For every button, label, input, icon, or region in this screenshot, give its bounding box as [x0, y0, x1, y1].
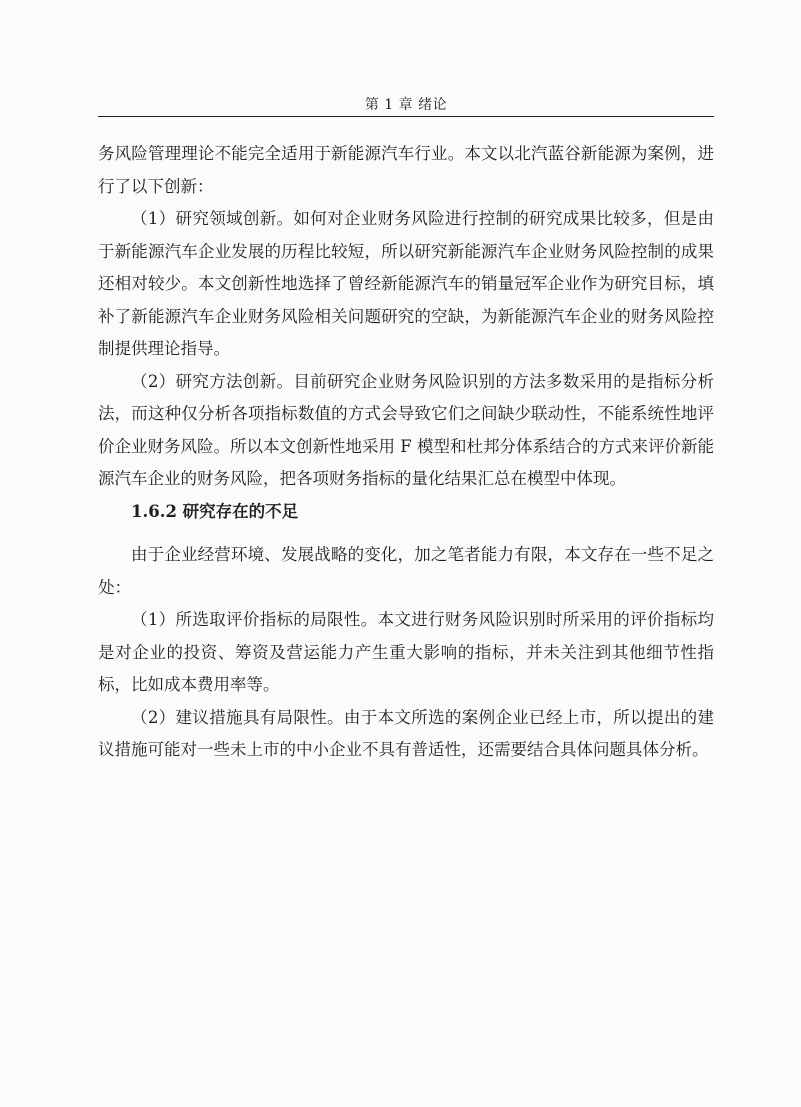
paragraph-indicator-limitation: （1）所选取评价指标的局限性。本文进行财务风险识别时所采用的评价指标均是对企业的投资、筹资及营运能力产生重大影响的指标，并未关注到其他细节性指标，比如成本费用率等。 — [98, 610, 714, 694]
paragraph-research-method-innovation: （2）研究方法创新。目前研究企业财务风险识别的方法多数采用的是指标分析法，而这种仅分析各项指标数值的方式会导致它们之间缺少联动性，不能系统性地评价企业财务风险。所以本文创新性地采用 F 模型和杜邦分体系结合的方式来评价新能源汽车企业的财务风险，把各项财务指标的量化结果汇总在模型中体现。 — [98, 371, 714, 488]
paragraph-research-field-innovation: （1）研究领域创新。如何对企业财务风险进行控制的研究成果比较多，但是由于新能源汽车企业发展的历程比较短，所以研究新能源汽车企业财务风险控制的成果还相对较少。本文创新性地选择了曾经新能源汽车的销量冠军企业作为研究目标，填补了新能源汽车企业财务风险相关问题研究的空缺，为新能源汽车企业的财务风险控制提供理论指导。 — [98, 209, 714, 358]
paragraph-measure-limitation: （2）建议措施具有局限性。由于本文所选的案例企业已经上市，所以提出的建议措施可能对一些未上市的中小企业不具有普适性，还需要结合具体问题具体分析。 — [98, 707, 714, 759]
paragraph-continued: 务风险管理理论不能完全适用于新能源汽车行业。本文以北汽蓝谷新能源为案例，进行了以下创新： — [98, 144, 714, 196]
header-rule — [98, 116, 714, 117]
paragraph-shortcomings-intro: 由于企业经营环境、发展战略的变化，加之笔者能力有限，本文存在一些不足之处： — [98, 545, 714, 597]
chapter-running-header: 第 1 章 绪论 — [364, 97, 448, 113]
body-text — [98, 138, 714, 767]
section-heading-1-6-2: 1.6.2 研究存在的不足 — [131, 501, 299, 521]
